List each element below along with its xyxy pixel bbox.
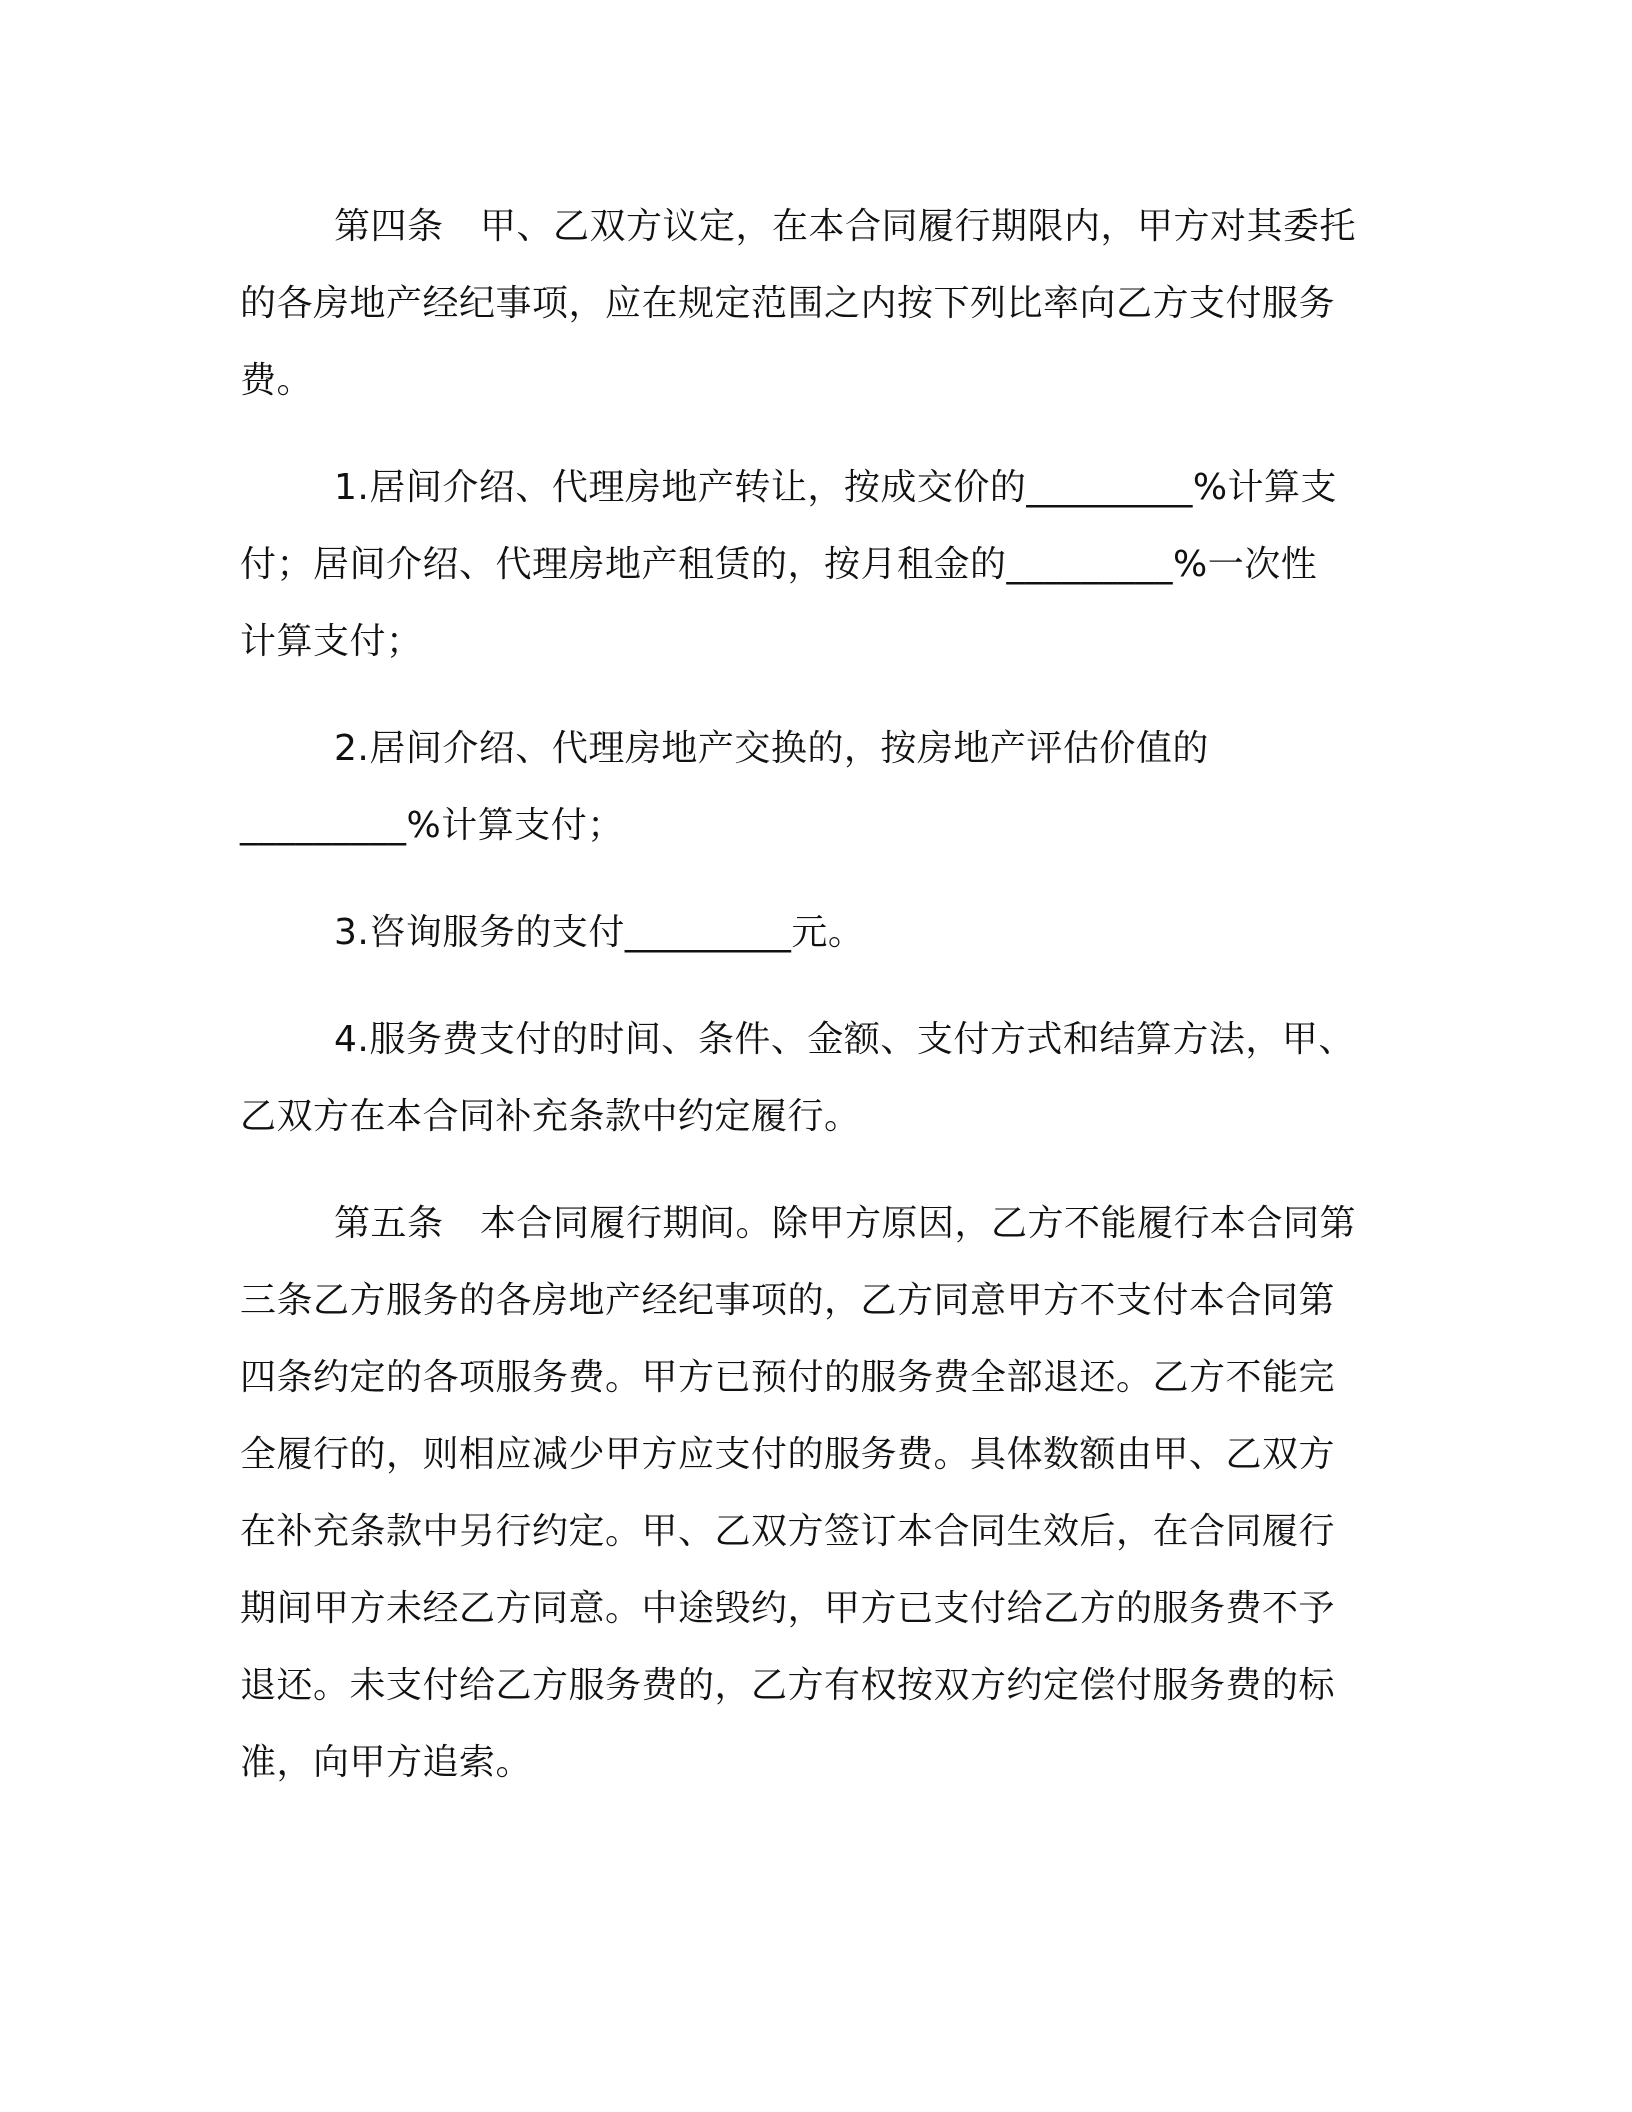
paragraph-line: 在补充条款中另行约定。甲、乙双方签订本合同生效后，在合同履行 [240,1511,1336,1552]
item-3-paragraph [240,894,1380,971]
paragraph-line: 费。 [240,360,314,401]
paragraph-line: _________%计算支付； [240,805,624,846]
paragraph-line: 乙双方在本合同补充条款中约定履行。 [240,1096,861,1137]
paragraph-line: 第五条 本合同履行期间。除甲方原因，乙方不能履行本合同第 [334,1203,1357,1244]
paragraph-line: 3.咨询服务的支付_________元。 [334,912,865,953]
paragraph-line: 4.服务费支付的时间、条件、金额、支付方式和结算方法，甲、 [334,1019,1355,1060]
item-1-paragraph [240,449,1380,680]
paragraph-line: 第四条 甲、乙双方议定，在本合同履行期限内，甲方对其委托 [334,206,1357,247]
paragraph-line: 准，向甲方追索。 [240,1742,533,1783]
paragraph-line: 三条乙方服务的各房地产经纪事项的，乙方同意甲方不支付本合同第 [240,1280,1336,1321]
item-4-paragraph [240,1001,1380,1155]
paragraph-line: 期间甲方未经乙方同意。中途毁约，甲方已支付给乙方的服务费不予 [240,1588,1336,1629]
item-2-paragraph [240,710,1380,864]
document-body [240,188,1380,1801]
article-5-paragraph [240,1185,1380,1801]
paragraph-line: 退还。未支付给乙方服务费的，乙方有权按双方约定偿付服务费的标 [240,1665,1336,1706]
paragraph-line: 付；居间介绍、代理房地产租赁的，按月租金的_________%一次性 [240,544,1318,585]
article-4-paragraph [240,188,1380,419]
paragraph-line: 1.居间介绍、代理房地产转让，按成交价的_________%计算支 [334,467,1338,508]
paragraph-line: 四条约定的各项服务费。甲方已预付的服务费全部退还。乙方不能完 [240,1357,1336,1398]
paragraph-line: 2.居间介绍、代理房地产交换的，按房地产评估价值的 [334,728,1209,769]
paragraph-line: 的各房地产经纪事项，应在规定范围之内按下列比率向乙方支付服务 [240,283,1336,324]
paragraph-line: 全履行的，则相应减少甲方应支付的服务费。具体数额由甲、乙双方 [240,1434,1336,1475]
paragraph-line: 计算支付； [240,621,423,662]
